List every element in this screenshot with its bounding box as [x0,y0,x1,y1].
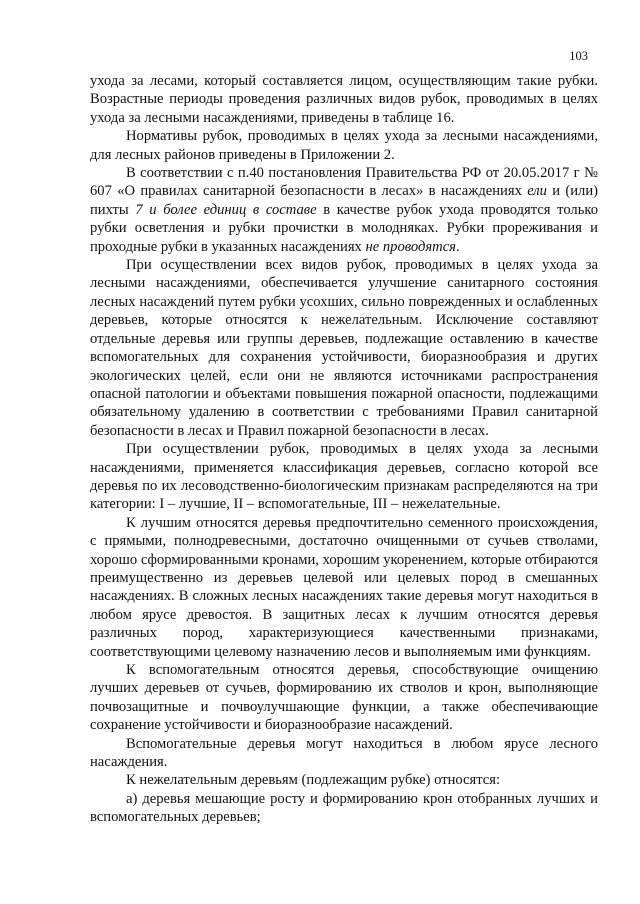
body-paragraph [90,771,598,789]
body-paragraph [90,256,598,440]
emphasis-text: ели [527,183,547,200]
page-body [90,72,598,827]
paragraph-text: Нормативы рубок, проводимых в целях ухода за лесными насаждениями, для лесных районов приведены в Приложении 2. [90,128,598,163]
paragraph-text: ухода за лесами, который составляется лицом, осуществляющим такие рубки. Возрастные периоды проведения различных видов рубок, проводимых в целях ухода за лесными насаждениями, приведены в таблице 16. [90,73,598,126]
paragraph-text: и (или) пихты [90,183,598,218]
page-number: 103 [569,49,588,63]
body-paragraph [90,661,598,735]
body-paragraph [90,72,598,127]
body-paragraph [90,127,598,164]
paragraph-text: При осуществлении всех видов рубок, проводимых в целях ухода за лесными насаждениями, обеспечивается улучшение санитарного состояния лесных насаждений путем рубки усохших, сильно поврежденных и ослабленных деревьев, которые относятся к нежелательным. Исключение составляют отдельные деревья или группы деревьев, подлежащие оставлению в качестве вспомогательных для сохранения устойчивости, биоразнообразия и других экологических целей, если они не являются источниками распространения опасной патологии и объектами повышения пожарной опасности, подлежащими обязательному удалению в соответствии с требованиями Правил санитарной безопасности в лесах и Правил пожарной безопасности в лесах. [90,257,598,439]
paragraph-text: а) деревья мешающие росту и формированию крон отобранных лучших и вспомогательных деревьев; [90,790,598,826]
paragraph-text: К лучшим относятся деревья предпочтительно семенного происхождения, с прямыми, полнодревесными, достаточно очищенными от сучьев стволами, хорошо сформированными кронами, хорошим укоренением, которые отбираются преимущественно из деревьев целевой или целевых пород в смешанных насаждениях. В сложных лесных насаждениях такие деревья могут находиться в любом ярусе древостоя. В защитных лесах к лучшим относятся деревья различных пород, характеризующиеся качественными признаками, соответствующими целевому назначению лесов и выполняемым ими функциям. [90,514,598,660]
paragraph-text: К вспомогательным относятся деревья, способствующие очищению лучших деревьев от сучьев, формированию их стволов и крон, выполняющие почвозащитные и почвоулучшающие функции, а также обеспечивающие сохранение устойчивости и биоразнообразие насаждений. [90,662,598,734]
paragraph-text: В соответствии с п.40 постановления Правительства РФ от 20.05.2017 г № 607 «О правилах санитарной безопасности в лесах» в насаждениях [90,165,598,200]
paragraph-text: в качестве рубок ухода проводятся только рубки осветления и рубки прочистки в молодняках. Рубки прореживания и проходные рубки в указанных насаждениях [90,201,599,255]
emphasis-text: не проводятся [365,238,456,255]
body-paragraph [90,440,598,514]
paragraph-text: Вспомогательные деревья могут находиться в любом ярусе лесного насаждения. [90,735,598,771]
emphasis-text: 7 и более единиц в составе [135,201,317,218]
paragraph-text: К нежелательным деревьям (подлежащим рубке) относятся: [126,772,501,789]
paragraph-text: . [455,238,460,255]
body-paragraph [90,790,598,827]
body-paragraph [90,514,598,661]
paragraph-text: При осуществлении рубок, проводимых в целях ухода за лесными насаждениями, применяется классификация деревьев, согласно которой все деревья по их лесоводственно-биологическим признакам распределяются на три категории: I – лучшие, II – вспомогательные, III – нежелательные. [90,441,598,513]
body-paragraph [90,735,598,772]
body-paragraph [90,164,598,256]
